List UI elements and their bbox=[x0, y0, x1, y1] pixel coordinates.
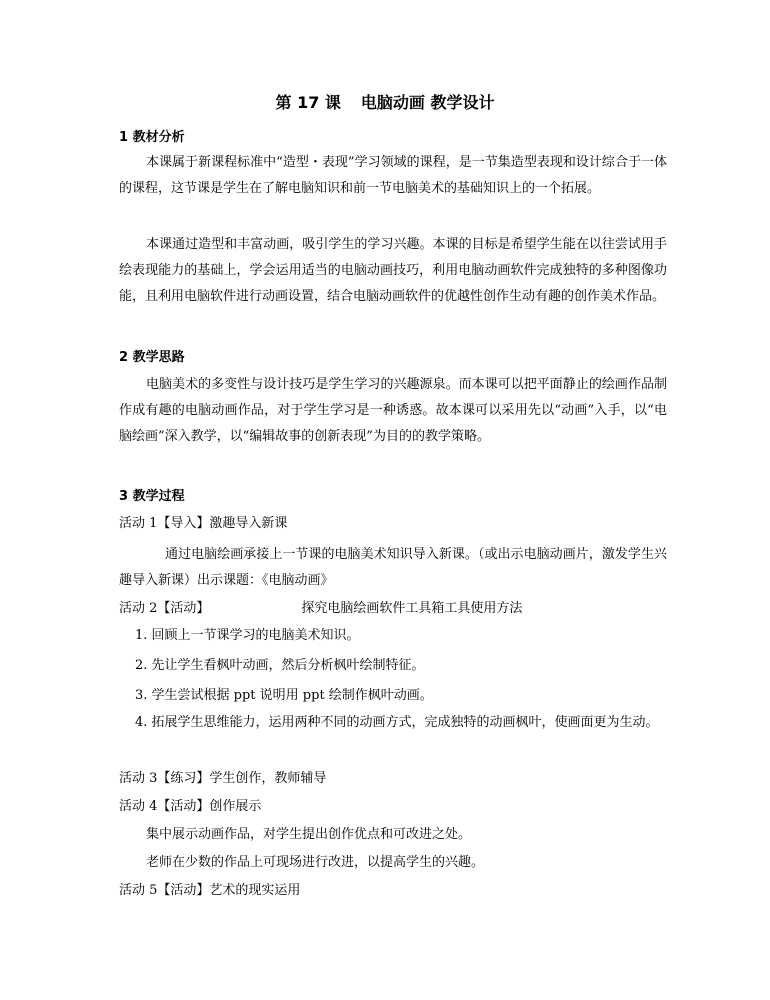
activity-2-item: 1. 回顾上一节课学习的电脑美术知识。 bbox=[135, 628, 360, 643]
section-heading-analysis: 1 教材分析 bbox=[119, 130, 185, 145]
analysis-paragraph-1: 本课属于新课程标准中“造型・表现”学习领域的课程，是一节集造型表现和设计综合于一体的课程，这节课是学生在了解电脑知识和前一节电脑美术的基础知识上的一个拓展。 bbox=[119, 155, 667, 196]
activity-4-paragraph-2: 老师在少数的作品上可现场进行改进，以提高学生的兴趣。 bbox=[146, 855, 485, 870]
activity-2-label: 活动 2【活动】 bbox=[119, 601, 210, 616]
approach-paragraph: 电脑美术的多变性与设计技巧是学生学习的兴趣源泉。而本课可以把平面静止的绘画作品制作成有趣的电脑动画作品，对于学生学习是一种诱惑。故本课可以采用先以“动画”入手，以“电脑绘画”深入教学，以“编辑故事的创新表现”为目的的教学策略。 bbox=[119, 377, 667, 444]
lesson-title: 电脑动画 教学设计 bbox=[360, 93, 495, 112]
section-heading-approach: 2 教学思路 bbox=[119, 350, 185, 365]
activity-2-heading bbox=[119, 599, 522, 619]
analysis-paragraph-2: 本课通过造型和丰富动画，吸引学生的学习兴趣。本课的目标是希望学生能在以往尝试用手绘表现能力的基础上，学会运用适当的电脑动画技巧，利用电脑动画软件完成独特的多种图像功能，且利用电脑软件进行动画设置，结合电脑动画软件的优越性创作生动有趣的创作美术作品。 bbox=[119, 237, 667, 304]
activity-2-item: 2. 先让学生看枫叶动画，然后分析枫叶绘制特征。 bbox=[135, 658, 425, 673]
lesson-number: 第 17 课 bbox=[275, 93, 341, 112]
activity-2-title: 探究电脑绘画软件工具箱工具使用方法 bbox=[301, 601, 523, 616]
activity-1-paragraph: 通过电脑绘画承接上一节课的电脑美术知识导入新课。（或出示电脑动画片，激发学生兴趣导入新课）出示课题：《电脑动画》 bbox=[119, 547, 667, 588]
section-heading-process: 3 教学过程 bbox=[119, 489, 185, 504]
activity-2-item: 4. 拓展学生思维能力，运用两种不同的动画方式，完成独特的动画枫叶，使画面更为生动。 bbox=[135, 715, 659, 730]
activity-1-title: 活动 1【导入】激趣导入新课 bbox=[119, 516, 288, 531]
activity-4-title: 活动 4【活动】创作展示 bbox=[119, 799, 262, 814]
activity-2-item: 3. 学生尝试根据 ppt 说明用 ppt 绘制作枫叶动画。 bbox=[135, 688, 433, 703]
activity-4-paragraph-1: 集中展示动画作品，对学生提出创作优点和可改进之处。 bbox=[146, 827, 472, 842]
activity-5-title: 活动 5【活动】艺术的现实运用 bbox=[119, 883, 301, 898]
activity-3-title: 活动 3【练习】学生创作，教师辅导 bbox=[119, 771, 327, 786]
page-title bbox=[0, 92, 770, 114]
